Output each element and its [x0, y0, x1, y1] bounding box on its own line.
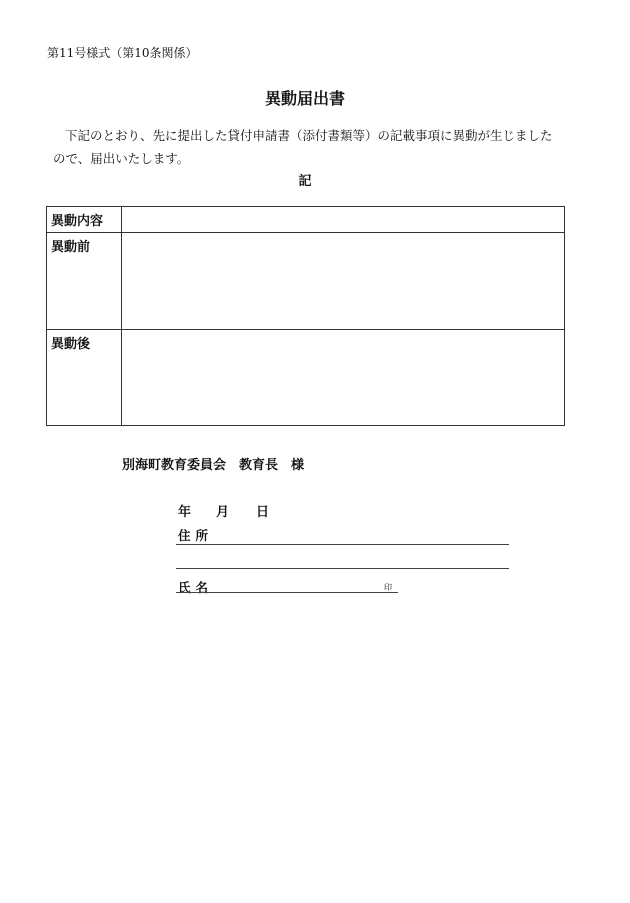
table-row: [47, 207, 565, 233]
change-content-label: 異動内容: [47, 207, 122, 233]
date-day-label: 日: [256, 505, 270, 520]
after-change-field[interactable]: [122, 330, 565, 426]
intro-text-line-1: 下記のとおり、先に提出した貸付申請書（添付書類等）の記載事項に異動が生じました: [65, 128, 553, 143]
form-number: 第11号様式（第10条関係）: [47, 46, 198, 60]
table-row: [47, 233, 565, 330]
ki-heading: 記: [298, 174, 312, 189]
addressee: 別海町教育委員会 教育長 様: [122, 458, 305, 473]
change-content-field[interactable]: [122, 207, 565, 233]
address-label: 住所: [178, 528, 214, 543]
page-title: 異動届出書: [264, 89, 345, 108]
intro-text-line-2: ので、届出いたします。: [53, 151, 190, 166]
before-change-field[interactable]: [122, 233, 565, 330]
date-month-label: 月: [216, 505, 230, 520]
address-field-line-2[interactable]: [176, 568, 509, 569]
date-year-label: 年: [178, 505, 192, 520]
table-row: [47, 330, 565, 426]
before-change-label: 異動前: [47, 233, 122, 330]
name-label: 氏名: [178, 580, 214, 595]
change-table: [46, 206, 565, 426]
address-field-line[interactable]: [176, 544, 509, 545]
seal-mark: 印: [384, 583, 392, 592]
name-field-line[interactable]: [176, 592, 398, 593]
after-change-label: 異動後: [47, 330, 122, 426]
